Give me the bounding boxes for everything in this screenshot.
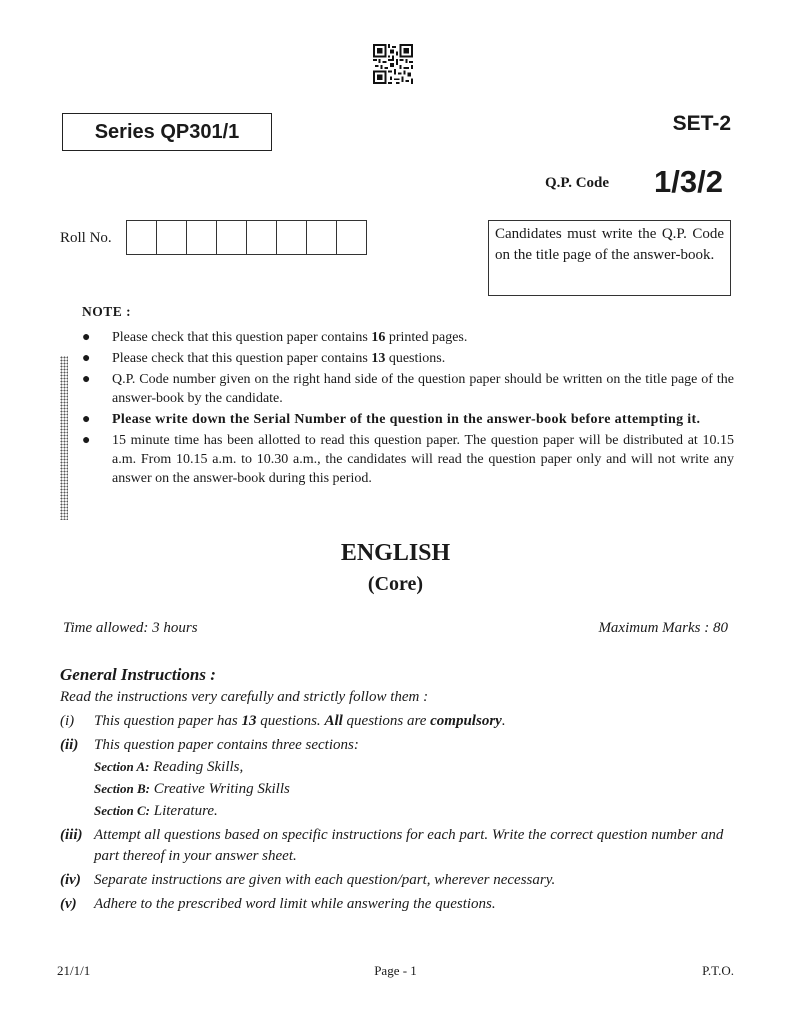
security-strip bbox=[60, 356, 68, 520]
instruction-item: (iv) Separate instructions are given with each question/part, wherever necessary. bbox=[60, 872, 556, 888]
instruction-item: (iii) Attempt all questions based on specific instructions for each part. Write the correct question number and part thereof in your answer sheet. bbox=[60, 827, 724, 864]
candidate-instruction-box: Candidates must write the Q.P. Code on the title page of the answer-book. bbox=[488, 220, 731, 296]
maximum-marks: Maximum Marks : 80 bbox=[598, 620, 728, 636]
instruction-item: (ii) This question paper contains three sections: Section A: Reading Skills, Section B: Creative Writing Skills Section C: Literature. bbox=[60, 735, 735, 822]
roll-number-cell[interactable] bbox=[186, 220, 217, 255]
note-item: ● 15 minute time has been allotted to read this question paper. The question paper will be distributed at 10.15 a.m. From 10.15 a.m. to 10.30 a.m., the candidates will read the question paper only and will not write any answer on the answer-book during this period. bbox=[82, 433, 734, 486]
note-item: ● Please check that this question paper contains 13 questions. bbox=[82, 351, 446, 366]
instruction-item: (i) This question paper has 13 questions. All questions are compulsory. bbox=[60, 713, 506, 729]
note-title: NOTE : bbox=[82, 304, 132, 319]
footer-code: 21/1/1 bbox=[57, 963, 91, 978]
general-instructions-title: General Instructions : bbox=[60, 665, 216, 684]
set-label: SET-2 bbox=[672, 112, 731, 135]
section-line: Section B: Creative Writing Skills bbox=[94, 781, 290, 797]
subject-subtitle: (Core) bbox=[367, 573, 424, 595]
section-line: Section C: Literature. bbox=[94, 803, 218, 819]
note-item: ● Q.P. Code number given on the right hand side of the question paper should be written on the title page of the answer-book by the candidate. bbox=[82, 372, 734, 406]
qp-code-value: 1/3/2 bbox=[654, 164, 723, 199]
instruction-item: (v) Adhere to the prescribed word limit while answering the questions. bbox=[60, 896, 496, 912]
page-number: Page - 1 bbox=[374, 963, 417, 978]
qp-code-label: Q.P. Code bbox=[545, 175, 610, 191]
pto-label: P.T.O. bbox=[702, 963, 734, 978]
roll-number-label: Roll No. bbox=[60, 230, 112, 246]
series-label: Series QP301/1 bbox=[62, 113, 272, 151]
roll-number-cell[interactable] bbox=[126, 220, 157, 255]
section-line: Section A: Reading Skills, bbox=[94, 759, 244, 775]
roll-number-cell[interactable] bbox=[246, 220, 277, 255]
note-list bbox=[78, 328, 734, 490]
general-instructions-intro: Read the instructions very carefully and strictly follow them : bbox=[60, 689, 429, 705]
roll-number-boxes[interactable] bbox=[126, 220, 366, 255]
note-item: ● Please check that this question paper contains 16 printed pages. bbox=[82, 330, 468, 345]
general-instructions-list bbox=[60, 711, 735, 918]
time-allowed: Time allowed: 3 hours bbox=[63, 620, 198, 636]
note-item: ● Please write down the Serial Number of the question in the answer-book before attempting it. bbox=[82, 412, 701, 427]
roll-number-cell[interactable] bbox=[336, 220, 367, 255]
qr-code-icon bbox=[373, 44, 413, 84]
roll-number-cell[interactable] bbox=[306, 220, 337, 255]
subject-title: ENGLISH bbox=[340, 540, 451, 566]
roll-number-cell[interactable] bbox=[216, 220, 247, 255]
roll-number-cell[interactable] bbox=[276, 220, 307, 255]
roll-number-cell[interactable] bbox=[156, 220, 187, 255]
